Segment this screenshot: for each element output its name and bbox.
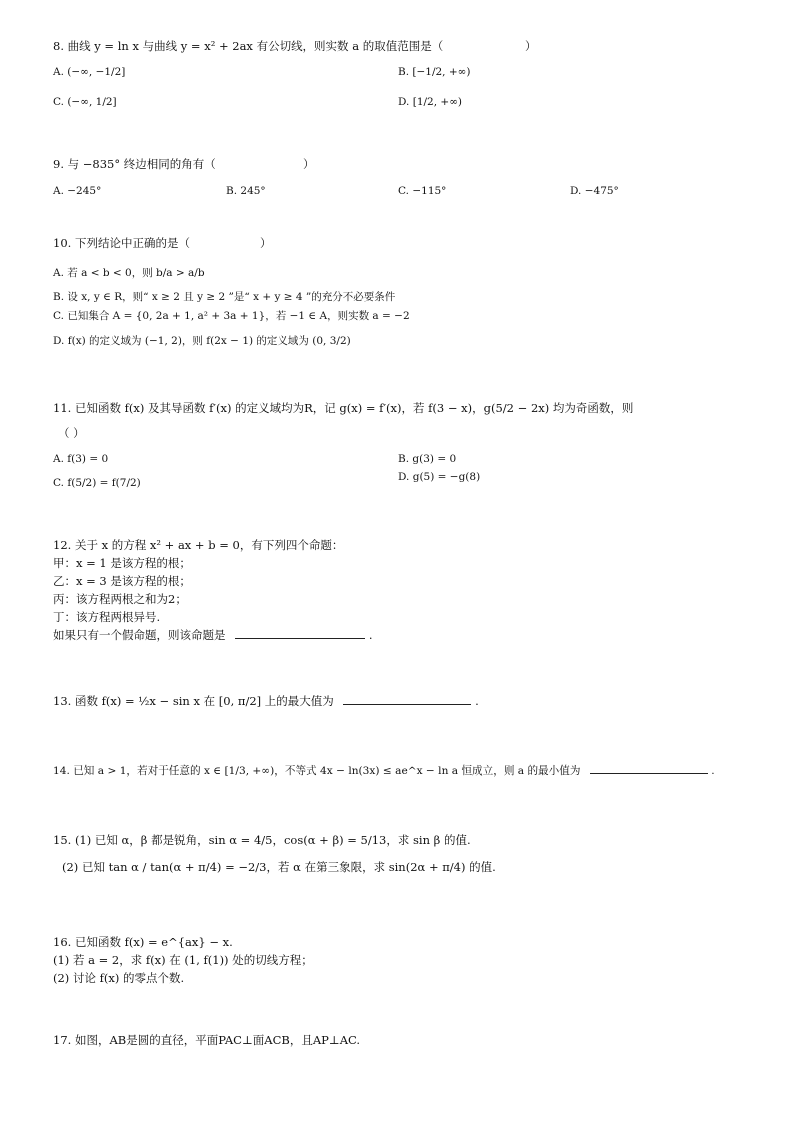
- q13-stem: 13. 函数 f(x) = ½x − sin x 在 [0, π/2] 上的最大值为: [53, 694, 334, 708]
- q10-option-c: C. 已知集合 A = {0, 2a + 1, a² + 3a + 1}，若 −1 ∈ A，则实数 a = −2: [53, 310, 410, 322]
- q12-question-text: 如果只有一个假命题，则该命题是: [53, 628, 226, 642]
- q13-period: .: [475, 694, 479, 708]
- q8-option-b: B. [−1/2, +∞): [398, 66, 471, 78]
- q9-stem: 9. 与 −835° 终边相同的角有（: [53, 157, 216, 171]
- q14-answer-blank[interactable]: [590, 773, 708, 774]
- q11-option-d: D. g(5) = −g(8): [398, 471, 481, 483]
- q12-proposition-jia: 甲：x = 1 是该方程的根；: [53, 556, 191, 570]
- q17-stem: 17. 如图，AB是圆的直径，平面PAC⊥面ACB，且AP⊥AC.: [53, 1033, 361, 1047]
- q9-option-c: C. −115°: [398, 185, 447, 197]
- q12-proposition-bing: 丙：该方程两根之和为2；: [53, 592, 187, 606]
- q9-close-paren: ）: [303, 157, 315, 171]
- q10-option-b: B. 设 x, y ∈ R，则“ x ≥ 2 且 y ≥ 2 ”是“ x + y ≥ 4 ”的充分不必要条件: [53, 291, 396, 303]
- q8-stem: 8. 曲线 y = ln x 与曲线 y = x² + 2ax 有公切线，则实数 a 的取值范围是（: [53, 39, 444, 53]
- q11-paren: （ ）: [58, 426, 85, 440]
- q10-close-paren: ）: [260, 236, 272, 250]
- q8-option-a: A. (−∞, −1/2]: [53, 66, 126, 78]
- q12-proposition-yi: 乙：x = 3 是该方程的根；: [53, 574, 191, 588]
- q15-part1: 15. (1) 已知 α，β 都是锐角，sin α = 4/5，cos(α + β) = 5/13，求 sin β 的值.: [53, 833, 471, 847]
- q9-option-b: B. 245°: [226, 185, 266, 197]
- q14-stem: 14. 已知 a > 1，若对于任意的 x ∈ [1/3, +∞)，不等式 4x − ln(3x) ≤ ae^x − ln a 恒成立，则 a 的最小值为: [53, 765, 581, 777]
- q11-stem: 11. 已知函数 f(x) 及其导函数 f′(x) 的定义域均为R，记 g(x) = f′(x)，若 f(3 − x)，g(5/2 − 2x) 均为奇函数，则: [53, 401, 634, 415]
- q10-option-d: D. f(x) 的定义域为 (−1, 2)，则 f(2x − 1) 的定义域为 (0, 3/2): [53, 335, 351, 347]
- q12-proposition-ding: 丁：该方程两根异号.: [53, 610, 161, 624]
- q16-part1: (1) 若 a = 2，求 f(x) 在 (1, f(1)) 处的切线方程；: [53, 953, 313, 967]
- q13-question: [53, 692, 479, 710]
- q9-option-a: A. −245°: [53, 185, 102, 197]
- q16-part2: (2) 讨论 f(x) 的零点个数.: [53, 971, 185, 985]
- q14-question: [53, 762, 715, 780]
- q12-stem: 12. 关于 x 的方程 x² + ax + b = 0，有下列四个命题：: [53, 538, 344, 552]
- q15-part2: (2) 已知 tan α / tan(α + π/4) = −2/3，若 α 在第三象限，求 sin(2α + π/4) 的值.: [62, 860, 496, 874]
- q12-question: [53, 626, 372, 644]
- q16-stem: 16. 已知函数 f(x) = e^{ax} − x.: [53, 935, 233, 949]
- q8-option-d: D. [1/2, +∞): [398, 96, 463, 108]
- q13-answer-blank[interactable]: [343, 704, 471, 705]
- q8-option-c: C. (−∞, 1/2]: [53, 96, 117, 108]
- q10-stem: 10. 下列结论中正确的是（: [53, 236, 190, 250]
- q9-option-d: D. −475°: [570, 185, 619, 197]
- q12-answer-blank[interactable]: [235, 638, 365, 639]
- q11-option-a: A. f(3) = 0: [53, 453, 109, 465]
- q8-close-paren: ）: [525, 39, 537, 53]
- q10-option-a: A. 若 a < b < 0，则 b/a > a/b: [53, 267, 205, 279]
- q11-option-c: C. f(5/2) = f(7/2): [53, 477, 141, 489]
- q14-period: .: [711, 765, 715, 777]
- q12-period: .: [368, 628, 373, 642]
- q11-option-b: B. g(3) = 0: [398, 453, 457, 465]
